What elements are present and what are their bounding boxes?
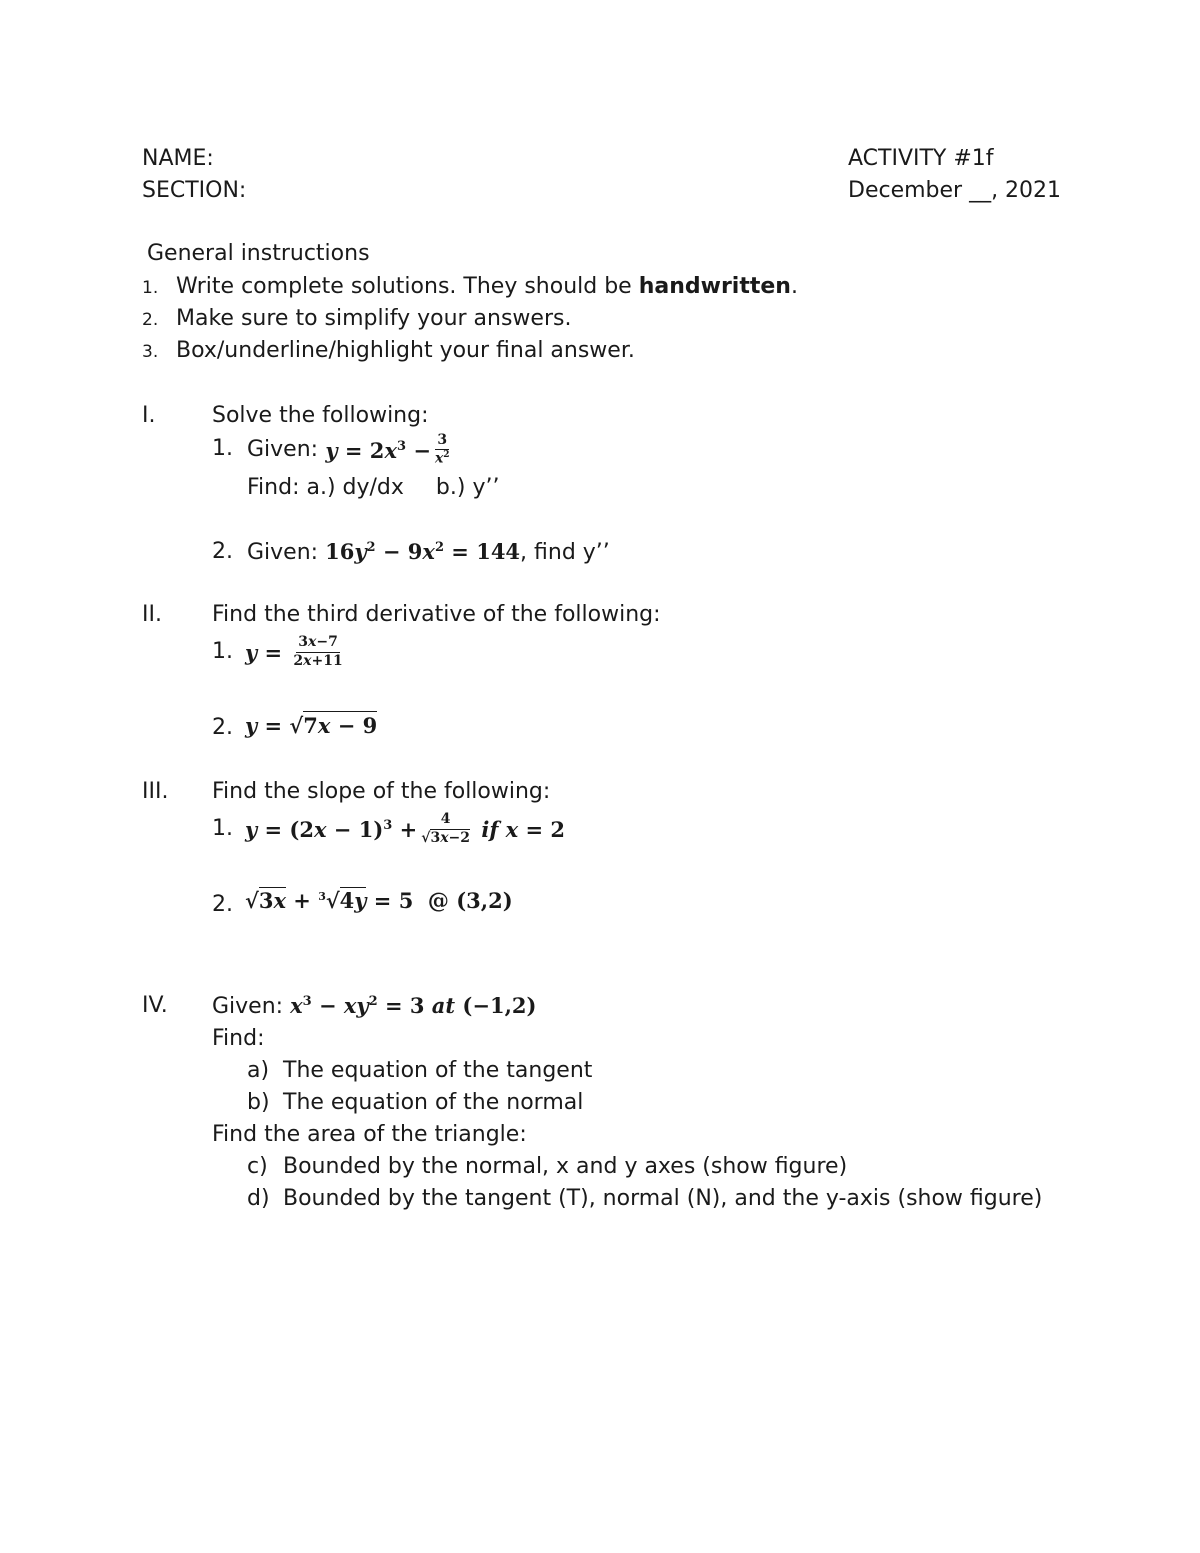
problem-number: 2. (212, 539, 233, 564)
equation: y = √7x − 9 (245, 713, 378, 738)
problem-number: 1. (212, 436, 233, 461)
sub-item-letter: d) (247, 1186, 270, 1211)
section-title: Solve the following: (212, 403, 429, 428)
name-label: NAME: (142, 146, 214, 171)
instruction-number: 1. (142, 278, 159, 298)
sub-item-text: Bounded by the tangent (T), normal (N), and the y-axis (show figure) (283, 1186, 1043, 1211)
problem-find: Find: a.) dy/dx b.) y’’ (247, 475, 500, 500)
section-numeral: II. (142, 602, 162, 627)
sub-item-letter: c) (247, 1154, 268, 1179)
activity-number: ACTIVITY #1f (848, 146, 994, 171)
instruction-item: Make sure to simplify your answers. (176, 306, 572, 331)
problem-number: 2. (212, 892, 233, 917)
instruction-number: 3. (142, 342, 159, 362)
sub-item-letter: b) (247, 1090, 270, 1115)
find-label: Find: (212, 1026, 265, 1051)
equation: √3x + $^3$√4y = 5 @ (3,2) (245, 888, 513, 913)
section-title: Find the slope of the following: (212, 779, 551, 804)
section-label: SECTION: (142, 178, 247, 203)
problem-statement: Given: $x^3 - xy^2 = 3$ at (−1,2) (212, 993, 537, 1019)
problem-statement (245, 806, 565, 852)
section-title: Find the third derivative of the following: (212, 602, 661, 627)
instructions-title: General instructions (147, 241, 370, 266)
section-numeral: IV. (142, 993, 168, 1018)
problem-number: 2. (212, 715, 233, 740)
activity-date: December __, 2021 (848, 178, 1062, 203)
problem-statement (245, 630, 347, 674)
section-numeral: I. (142, 403, 156, 428)
equation: $x^3 - xy^2 = 3$ at (−1,2) (290, 993, 537, 1018)
fraction: $\frac{3x-7}{2x+11}$ (293, 634, 343, 669)
problem-number: 1. (212, 816, 233, 841)
area-label: Find the area of the triangle: (212, 1122, 527, 1147)
sub-item-letter: a) (247, 1058, 270, 1083)
instruction-number: 2. (142, 310, 159, 330)
fraction: $\frac{3}{x^2}$ (434, 431, 450, 467)
problem-statement: Given: $y = 2x^3$ − $\frac{3}{x^2}$ (247, 431, 450, 467)
problem-statement (245, 890, 513, 913)
equation: $16y^2 - 9x^2 = 144$ (325, 539, 521, 564)
sub-item-text: The equation of the normal (283, 1090, 584, 1115)
section-numeral: III. (142, 779, 169, 804)
problem-statement (245, 715, 377, 738)
sub-item-text: Bounded by the normal, x and y axes (show figure) (283, 1154, 848, 1179)
sub-item-text: The equation of the tangent (283, 1058, 593, 1083)
equation: y = (245, 639, 290, 665)
instruction-item: Box/underline/highlight your final answer. (176, 338, 635, 363)
emphasis-text: handwritten (638, 274, 791, 299)
instruction-item: Write complete solutions. They should be handwritten. (176, 274, 798, 299)
equation: $y = (2x - 1)^3$ + (245, 816, 418, 842)
equation: $y = 2x^3$ − (325, 437, 431, 463)
condition: if x = 2 (481, 816, 566, 842)
fraction: $\frac{4}{√3x-2}$ (421, 811, 471, 846)
problem-number: 1. (212, 639, 233, 664)
problem-statement: Given: $16y^2 - 9x^2 = 144$, find y’’ (247, 539, 610, 565)
